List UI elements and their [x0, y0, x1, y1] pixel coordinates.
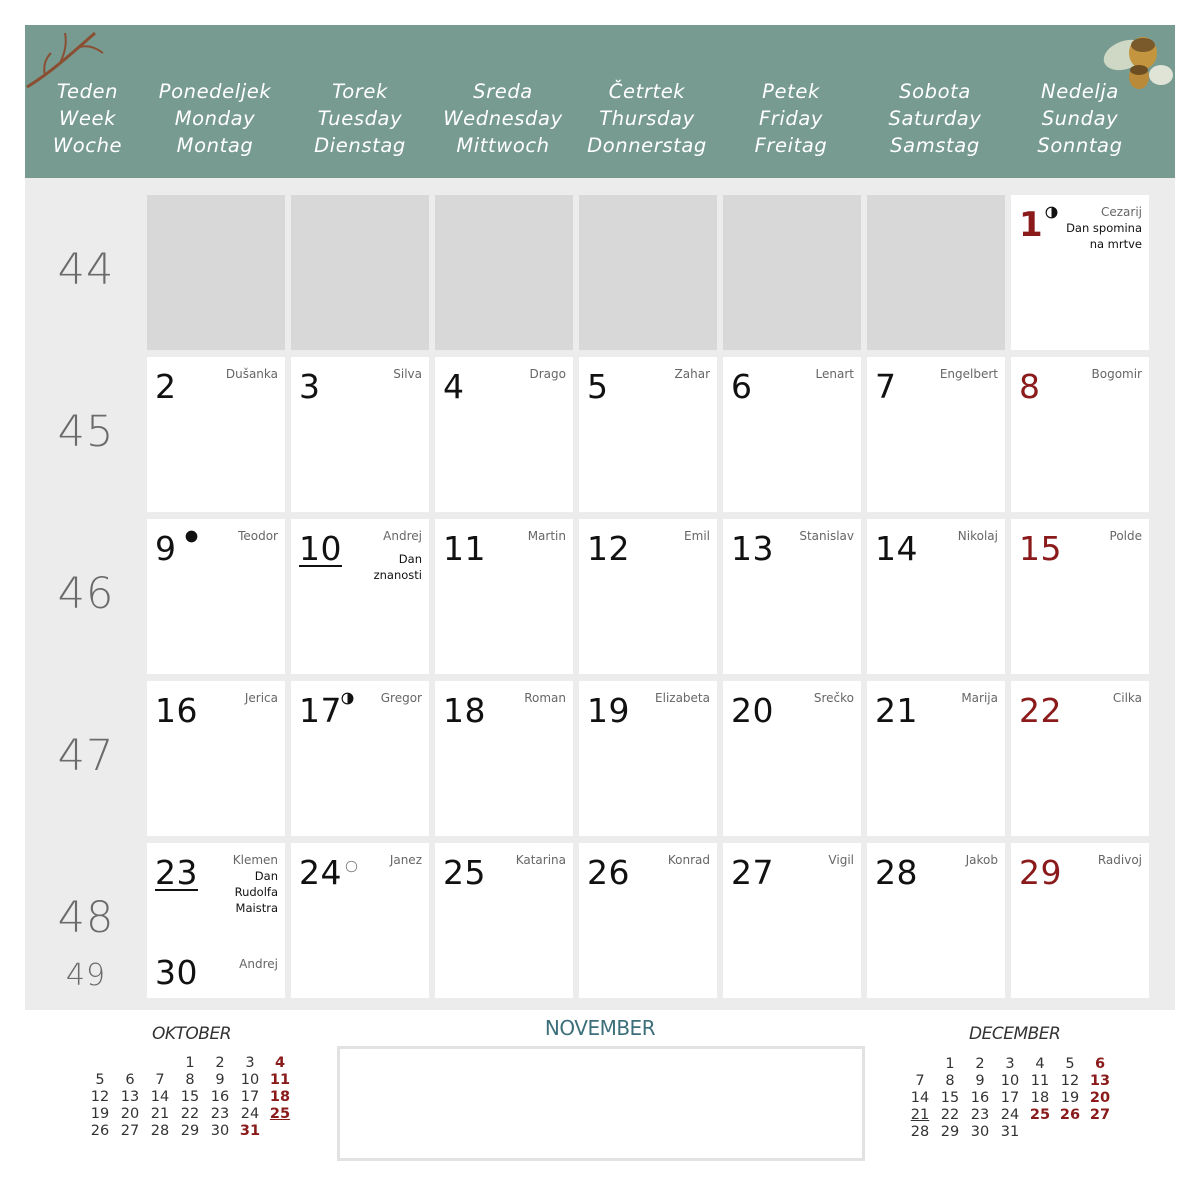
mini-calendar-day: 1 — [185, 1055, 195, 1071]
mini-calendar-day: 11 — [269, 1072, 291, 1088]
day-cell[interactable] — [867, 357, 1005, 512]
mini-calendar-december-title: DECEMBER — [969, 1024, 1061, 1044]
day-cell[interactable] — [291, 843, 429, 998]
day-cell[interactable] — [291, 681, 429, 836]
day-number: 4 — [443, 367, 465, 406]
holiday-label: Dan spomina na mrtve — [1066, 221, 1142, 251]
header-day-label: Samstag — [890, 134, 980, 157]
moon-phase-icon — [1045, 206, 1058, 219]
mini-calendar-day: 9 — [975, 1073, 985, 1089]
mini-calendar-day: 18 — [1030, 1090, 1050, 1106]
week-number: 45 — [57, 407, 115, 457]
name-day: Zahar — [674, 367, 710, 381]
mini-calendar-day: 27 — [120, 1123, 140, 1139]
mini-calendar-oktober — [85, 1055, 295, 1140]
day-cell[interactable] — [291, 357, 429, 512]
day-cell[interactable] — [579, 357, 717, 512]
header-day-2 — [428, 78, 578, 159]
day-cell[interactable] — [867, 843, 1005, 998]
header-day-label: Sobota — [899, 80, 971, 103]
day-cell[interactable] — [867, 519, 1005, 674]
day-number: 19 — [587, 691, 630, 730]
header-week-de: Woche — [52, 134, 123, 157]
header-day-label: Friday — [758, 107, 824, 130]
mini-calendar-day: 6 — [125, 1072, 135, 1088]
day-number: 27 — [731, 853, 774, 892]
mini-calendar-day: 15 — [180, 1089, 200, 1105]
mini-calendar-day: 28 — [150, 1123, 170, 1139]
mini-calendar-day: 3 — [1005, 1056, 1015, 1072]
day-number: 5 — [587, 367, 609, 406]
mini-calendar-oktober-title: OKTOBER — [152, 1024, 232, 1044]
name-day: Gregor — [380, 691, 422, 705]
name-day: Jerica — [244, 691, 278, 705]
day-number: 8 — [1019, 367, 1041, 406]
holiday-label: Dan Rudolfa Maistra — [234, 869, 278, 915]
mini-calendar-day: 29 — [940, 1124, 960, 1140]
header-day-label: Donnerstag — [587, 134, 707, 157]
day-number: 10 — [299, 529, 342, 568]
name-day: Vigil — [828, 853, 854, 867]
day-cell[interactable] — [1011, 843, 1149, 998]
day-cell[interactable] — [1011, 357, 1149, 512]
name-day: Stanislav — [799, 529, 854, 543]
name-day: Martin — [527, 529, 566, 543]
day-cell[interactable] — [723, 519, 861, 674]
header-week-en: Week — [59, 107, 116, 130]
name-day: Andrej — [383, 529, 422, 543]
mini-calendar-day: 11 — [1030, 1073, 1050, 1089]
day-cell[interactable] — [147, 843, 285, 998]
mini-calendar-day: 9 — [215, 1072, 225, 1088]
mini-calendar-day: 5 — [95, 1072, 105, 1088]
day-number: 18 — [443, 691, 486, 730]
mini-calendar-day — [905, 1056, 935, 1073]
mini-calendar-day: 8 — [185, 1072, 195, 1088]
name-day: Cezarij — [1100, 205, 1142, 219]
header-day-label: Freitag — [754, 134, 828, 157]
calendar-header — [25, 25, 1175, 178]
header-day-label: Petek — [762, 80, 820, 103]
mini-calendar-day — [85, 1055, 115, 1072]
day-cell[interactable] — [1011, 195, 1149, 350]
mini-calendar-day: 23 — [970, 1107, 990, 1123]
mini-calendar-day: 31 — [1000, 1124, 1020, 1140]
mini-calendar-day: 25 — [1029, 1107, 1051, 1123]
day-number: 6 — [731, 367, 753, 406]
mini-calendar-day: 16 — [210, 1089, 230, 1105]
day-number: 16 — [155, 691, 198, 730]
day-cell[interactable] — [435, 843, 573, 998]
mini-calendar-day — [1025, 1124, 1055, 1141]
name-day: Konrad — [667, 853, 710, 867]
name-day: Lenart — [815, 367, 854, 381]
header-day-label: Sonntag — [1037, 134, 1123, 157]
day-number: 23 — [155, 853, 198, 892]
day-number: 30 — [155, 953, 198, 992]
day-number: 24 — [299, 853, 342, 892]
mini-calendar-day: 3 — [245, 1055, 255, 1071]
header-day-1 — [285, 78, 435, 159]
day-cell[interactable] — [435, 519, 573, 674]
day-number: 26 — [587, 853, 630, 892]
mini-calendar-day: 26 — [90, 1123, 110, 1139]
header-day-label: Mittwoch — [456, 134, 550, 157]
moon-phase-icon — [345, 860, 358, 873]
header-day-5 — [860, 78, 1010, 159]
day-cell[interactable] — [579, 681, 717, 836]
name-day: Katarina — [515, 853, 566, 867]
mini-calendar-day — [265, 1123, 295, 1140]
name-day: Elizabeta — [655, 691, 710, 705]
mini-calendar-day: 8 — [945, 1073, 955, 1089]
day-cell[interactable] — [435, 357, 573, 512]
day-cell[interactable] — [723, 681, 861, 836]
header-day-label: Sunday — [1041, 107, 1119, 130]
mini-calendar-day: 17 — [240, 1089, 260, 1105]
day-number: 20 — [731, 691, 774, 730]
mini-calendar-day: 4 — [274, 1055, 286, 1071]
name-day: Andrej — [239, 957, 278, 971]
mini-calendar-day: 19 — [1060, 1090, 1080, 1106]
day-number: 2 — [155, 367, 177, 406]
empty-day-cell — [147, 195, 285, 350]
mini-calendar-day: 20 — [1089, 1090, 1111, 1106]
mini-calendar-day: 14 — [910, 1090, 930, 1106]
name-day: Roman — [524, 691, 566, 705]
name-day: Klemen — [232, 853, 278, 867]
month-title: NOVEMBER — [544, 1016, 656, 1040]
header-day-label: Sreda — [473, 80, 533, 103]
week-number: 44 — [57, 245, 115, 295]
day-number: 12 — [587, 529, 630, 568]
day-number: 22 — [1019, 691, 1062, 730]
mini-calendar-day: 1 — [945, 1056, 955, 1072]
day-number: 1 — [1019, 205, 1044, 245]
mini-calendar-day: 15 — [940, 1090, 960, 1106]
mini-calendar-day: 10 — [240, 1072, 260, 1088]
header-week-si: Teden — [56, 80, 119, 103]
mini-calendar-day: 7 — [155, 1072, 165, 1088]
moon-phase-icon — [185, 530, 198, 543]
header-day-label: Četrtek — [608, 80, 686, 103]
name-day: Drago — [529, 367, 566, 381]
name-day: Janez — [389, 853, 422, 867]
mini-calendar-day: 28 — [910, 1124, 930, 1140]
empty-day-cell — [291, 195, 429, 350]
day-number: 14 — [875, 529, 918, 568]
mini-calendar-day: 21 — [150, 1106, 170, 1122]
header-day-4 — [716, 78, 866, 159]
header-day-label: Tuesday — [317, 107, 403, 130]
mini-calendar-day: 18 — [269, 1089, 291, 1105]
day-cell[interactable] — [579, 843, 717, 998]
header-day-label: Wednesday — [443, 107, 563, 130]
day-number: 15 — [1019, 529, 1062, 568]
mini-calendar-day — [1085, 1124, 1115, 1141]
header-day-label: Montag — [176, 134, 254, 157]
mini-calendar-day: 24 — [1000, 1107, 1020, 1123]
header-day-label: Thursday — [599, 107, 695, 130]
empty-day-cell — [723, 195, 861, 350]
mini-calendar-day: 19 — [90, 1106, 110, 1122]
mini-calendar-day: 27 — [1089, 1107, 1111, 1123]
week-number: 46 — [57, 569, 115, 619]
day-number: 21 — [875, 691, 918, 730]
header-day-label: Monday — [174, 107, 256, 130]
empty-day-cell — [867, 195, 1005, 350]
day-cell[interactable] — [147, 519, 285, 674]
name-day: Dušanka — [225, 367, 278, 381]
mini-calendar-day: 13 — [120, 1089, 140, 1105]
mini-calendar-day: 17 — [1000, 1090, 1020, 1106]
mini-calendar-day: 2 — [975, 1056, 985, 1072]
day-number: 29 — [1019, 853, 1062, 892]
mini-calendar-day — [145, 1055, 175, 1072]
name-day: Marija — [961, 691, 998, 705]
mini-calendar-day: 25 — [269, 1106, 291, 1122]
day-cell[interactable] — [579, 519, 717, 674]
notes-box[interactable] — [337, 1046, 865, 1161]
name-day: Bogomir — [1091, 367, 1142, 381]
day-cell[interactable] — [291, 519, 429, 674]
mini-calendar-day: 5 — [1065, 1056, 1075, 1072]
day-cell[interactable] — [1011, 681, 1149, 836]
header-day-label: Nedelja — [1041, 80, 1119, 103]
mini-calendar-day: 7 — [915, 1073, 925, 1089]
name-day: Silva — [393, 367, 422, 381]
mini-calendar-day: 31 — [239, 1123, 261, 1139]
day-number: 13 — [731, 529, 774, 568]
mini-calendar-day: 4 — [1035, 1056, 1045, 1072]
day-number: 7 — [875, 367, 897, 406]
mini-calendar-day: 22 — [180, 1106, 200, 1122]
mini-calendar-day: 30 — [970, 1124, 990, 1140]
mini-calendar-day: 21 — [910, 1107, 930, 1123]
mini-calendar-day: 12 — [90, 1089, 110, 1105]
header-week-column — [25, 78, 150, 159]
header-day-label: Dienstag — [314, 134, 406, 157]
mini-calendar-day: 29 — [180, 1123, 200, 1139]
day-number: 9 — [155, 529, 177, 568]
mini-calendar-day: 12 — [1060, 1073, 1080, 1089]
mini-calendar-day — [115, 1055, 145, 1072]
mini-calendar-day: 26 — [1059, 1107, 1081, 1123]
holiday-label: Dan znanosti — [373, 552, 422, 582]
week-number: 47 — [57, 731, 115, 781]
mini-calendar-day: 6 — [1094, 1056, 1106, 1072]
day-number: 25 — [443, 853, 486, 892]
header-day-0 — [140, 78, 290, 159]
name-day: Nikolaj — [957, 529, 998, 543]
name-day: Engelbert — [939, 367, 998, 381]
mini-calendar-day: 14 — [150, 1089, 170, 1105]
day-cell[interactable] — [723, 357, 861, 512]
moon-phase-icon — [341, 692, 354, 705]
header-day-6 — [1005, 78, 1155, 159]
mini-calendar-day: 16 — [970, 1090, 990, 1106]
mini-calendar-day: 2 — [215, 1055, 225, 1071]
header-day-label: Saturday — [888, 107, 982, 130]
week-number: 48 — [57, 893, 115, 943]
mini-calendar-day: 20 — [120, 1106, 140, 1122]
name-day: Polde — [1109, 529, 1142, 543]
day-cell[interactable] — [147, 357, 285, 512]
header-day-label: Torek — [332, 80, 388, 103]
day-number: 11 — [443, 529, 486, 568]
name-day: Jakob — [965, 853, 998, 867]
empty-day-cell — [579, 195, 717, 350]
day-cell[interactable] — [867, 681, 1005, 836]
name-day: Teodor — [238, 529, 278, 543]
name-day: Emil — [684, 529, 710, 543]
day-cell[interactable] — [1011, 519, 1149, 674]
mini-calendar-day: 22 — [940, 1107, 960, 1123]
mini-calendar-day: 30 — [210, 1123, 230, 1139]
day-number: 28 — [875, 853, 918, 892]
mini-calendar-day: 10 — [1000, 1073, 1020, 1089]
mini-calendar-day — [1055, 1124, 1085, 1141]
header-day-label: Ponedeljek — [158, 80, 272, 103]
day-number: 3 — [299, 367, 321, 406]
mini-calendar-december — [905, 1056, 1115, 1141]
name-day: Radivoj — [1097, 853, 1142, 867]
name-day: Cilka — [1112, 691, 1142, 705]
mini-calendar-day: 23 — [210, 1106, 230, 1122]
name-day: Srečko — [813, 691, 854, 705]
day-cell[interactable] — [435, 681, 573, 836]
mini-calendar-day: 24 — [240, 1106, 260, 1122]
header-day-3 — [572, 78, 722, 159]
week-number: 49 — [65, 958, 107, 993]
mini-calendar-day: 13 — [1089, 1073, 1111, 1089]
empty-day-cell — [435, 195, 573, 350]
day-number: 17 — [299, 691, 342, 730]
day-cell[interactable] — [723, 843, 861, 998]
day-cell[interactable] — [147, 681, 285, 836]
